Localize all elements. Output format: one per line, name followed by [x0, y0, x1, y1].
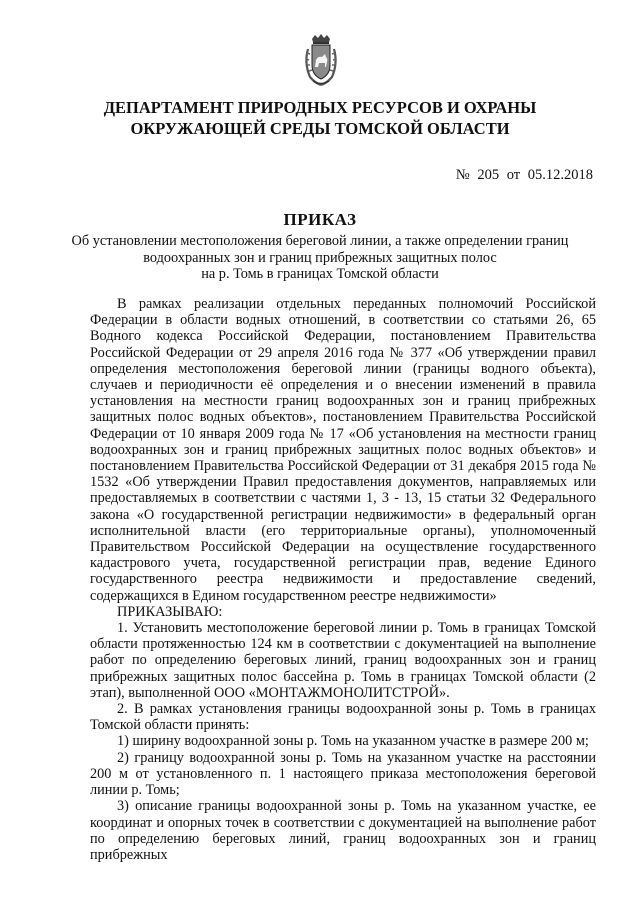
department-line-1: ДЕПАРТАМЕНТ ПРИРОДНЫХ РЕСУРСОВ И ОХРАНЫ	[103, 98, 537, 117]
preamble-paragraph: В рамках реализации отдельных переданных полномочий Российской Федерации в области водных отношений, в соответствии со статьями 26, 65 Водного кодекса Российской Федерации, постановлением Правительства Российской Федерации от 29 апреля 2016 года № 377 «Об утверждении правил определения местоположения береговой линии (границы водного объекта), случаев и периодичности её определения и о внесении изменений в правила установления на местности границ водоохранных зон и границ прибрежных защитных полос водных объектов», постановлением Правительства Российской Федерации от 10 января 2009 года № 17 «Об установления на местности границ водоохранных зон и границ прибрежных защитных полос водных объектов» и постановлением Правительства Российской Федерации от 31 декабря 2015 года № 1532 «Об утверждении Правил предоставления документов, направляемых или предоставляемых в соответствии с частями 1, 3 - 13, 15 статьи 32 Федерального закона «О государственной регистрации недвижимости» в федеральный орган исполнительной власти (его территориальные органы), уполномоченный Правительством Российской Федерации на осуществление государственного кадастрового учета, государственной регистрации прав, ведение Единого государственного реестра недвижимости и предоставление сведений, содержащихся в Едином государственном реестре недвижимости»	[90, 296, 596, 604]
date-prefix: от	[506, 167, 521, 183]
document-body	[90, 296, 596, 863]
order-item: 1) ширину водоохранной зоны р. Томь на указанном участке в размере 200 м;	[117, 733, 589, 750]
department-name	[60, 97, 580, 139]
order-item: 2) границу водоохранной зоны р. Томь на указанном участке на расстоянии 200 м от установленного п. 1 настоящего приказа местоположения береговой линии р. Томь;	[90, 749, 596, 799]
order-word: ПРИКАЗЫВАЮ:	[117, 603, 223, 620]
department-line-2: ОКРУЖАЮЩЕЙ СРЕДЫ ТОМСКОЙ ОБЛАСТИ	[130, 119, 510, 138]
coat-of-arms-icon	[302, 33, 340, 87]
subject-line-2: водоохранных зон и границ прибрежных защитных полос	[143, 249, 497, 266]
document-title: ПРИКАЗ	[283, 210, 357, 229]
subject-line-1: Об установлении местоположения береговой линии, а также определении границ	[71, 233, 569, 249]
order-item: 3) описание границы водоохранной зоны р. Томь на указанном участке, ее координат и опорных точек в соответствии с документацией на выполнение работ по определению береговых линий, границ водоохранных зон и границ прибрежных	[90, 798, 596, 863]
number-sign: №	[455, 167, 470, 183]
order-item: 1. Установить местоположение береговой линии р. Томь в границах Томской области протяженностью 124 км в соответствии с документацией на выполнение работ по определению береговых линий, границ водоохранных зон и границ прибрежных защитных полос бассейна р. Томь в границах Томской области (2 этап), выполненной ООО «МОНТАЖМОНОЛИТСТРОЙ».	[90, 620, 596, 701]
subject-line-3: на р. Томь в границах Томской области	[201, 266, 439, 282]
order-item: 2. В рамках установления границы водоохранной зоны р. Томь в границах Томской области принять:	[90, 701, 596, 734]
document-number-date	[452, 166, 593, 184]
document-number: 205	[477, 167, 500, 183]
document-date: 05.12.2018	[527, 167, 593, 183]
document-subject	[70, 233, 570, 283]
